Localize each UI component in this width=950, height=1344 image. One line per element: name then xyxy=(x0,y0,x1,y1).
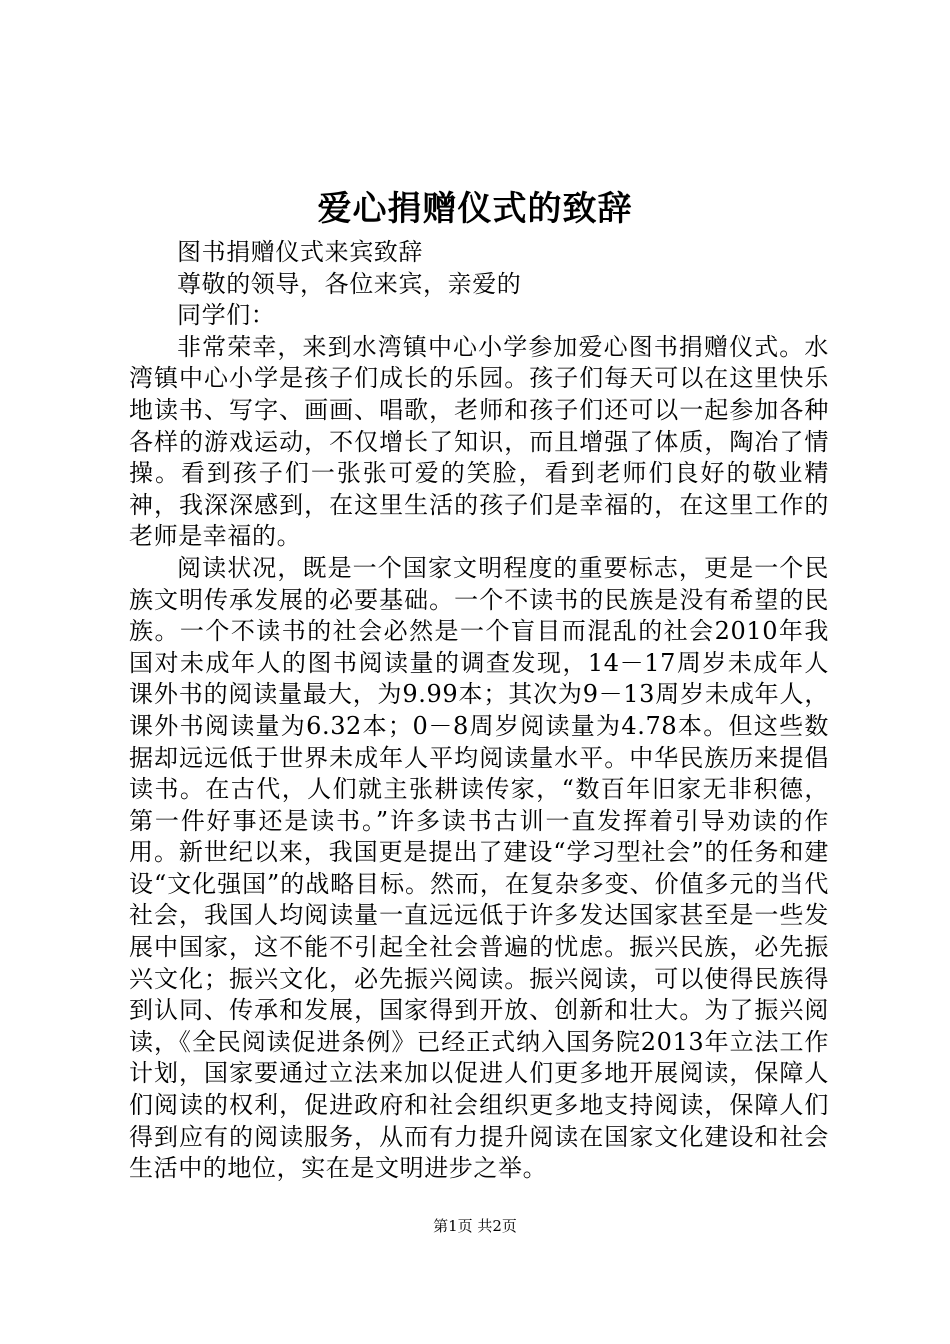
document-body xyxy=(129,237,829,1185)
page-footer: 第1页 共2页 xyxy=(433,1217,517,1235)
paragraph-intro: 非常荣幸，来到水湾镇中心小学参加爱心图书捐赠仪式。水湾镇中心小学是孩子们成长的乐园。孩子们每天可以在这里快乐地读书、写字、画画、唱歌，老师和孩子们还可以一起参加各种各样的游戏运动，不仅增长了知识，而且增强了体质，陶冶了情操。看到孩子们一张张可爱的笑脸，看到老师们良好的敬业精神，我深深感到，在这里生活的孩子们是幸福的，在这里工作的老师是幸福的。 xyxy=(129,332,829,551)
paragraph-heading: 图书捐赠仪式来宾致辞 xyxy=(177,238,423,266)
document-title: 爱心捐赠仪式的致辞 xyxy=(317,189,633,229)
paragraph-reading: 阅读状况，既是一个国家文明程度的重要标志，更是一个民族文明传承发展的必要基础。一个不读书的民族是没有希望的民族。一个不读书的社会必然是一个盲目而混乱的社会2010年我国对未成年人的图书阅读量的调查发现，14－17周岁未成年人课外书的阅读量最大，为9.99本；其次为9－13周岁未成年人，课外书阅读量为6.32本；0－8周岁阅读量为4.78本。但这些数据却远远低于世界未成年人平均阅读量水平。中华民族历来提倡读书。在古代，人们就主张耕读传家，“数百年旧家无非积德，第一件好事还是读书。”许多读书古训一直发挥着引导劝读的作用。新世纪以来，我国更是提出了建设“学习型社会”的任务和建设“文化强国”的战略目标。然而，在复杂多变、价值多元的当代社会，我国人均阅读量一直远远低于许多发达国家甚至是一些发展中国家，这不能不引起全社会普遍的忧虑。振兴民族，必先振兴文化；振兴文化，必先振兴阅读。振兴阅读，可以使得民族得到认同、传承和发展，国家得到开放、创新和壮大。为了振兴阅读，《全民阅读促进条例》已经正式纳入国务院2013年立法工作计划，国家要通过立法来加以促进人们更多地开展阅读，保障人们阅读的权利，促进政府和社会组织更多地支持阅读，保障人们得到应有的阅读服务，从而有力提升阅读在国家文化建设和社会生活中的地位，实在是文明进步之举。 xyxy=(129,553,829,1183)
paragraph-salutation-cont: 同学们： xyxy=(177,301,276,330)
paragraph-salutation: 尊敬的领导，各位来宾，亲爱的 xyxy=(177,269,522,298)
